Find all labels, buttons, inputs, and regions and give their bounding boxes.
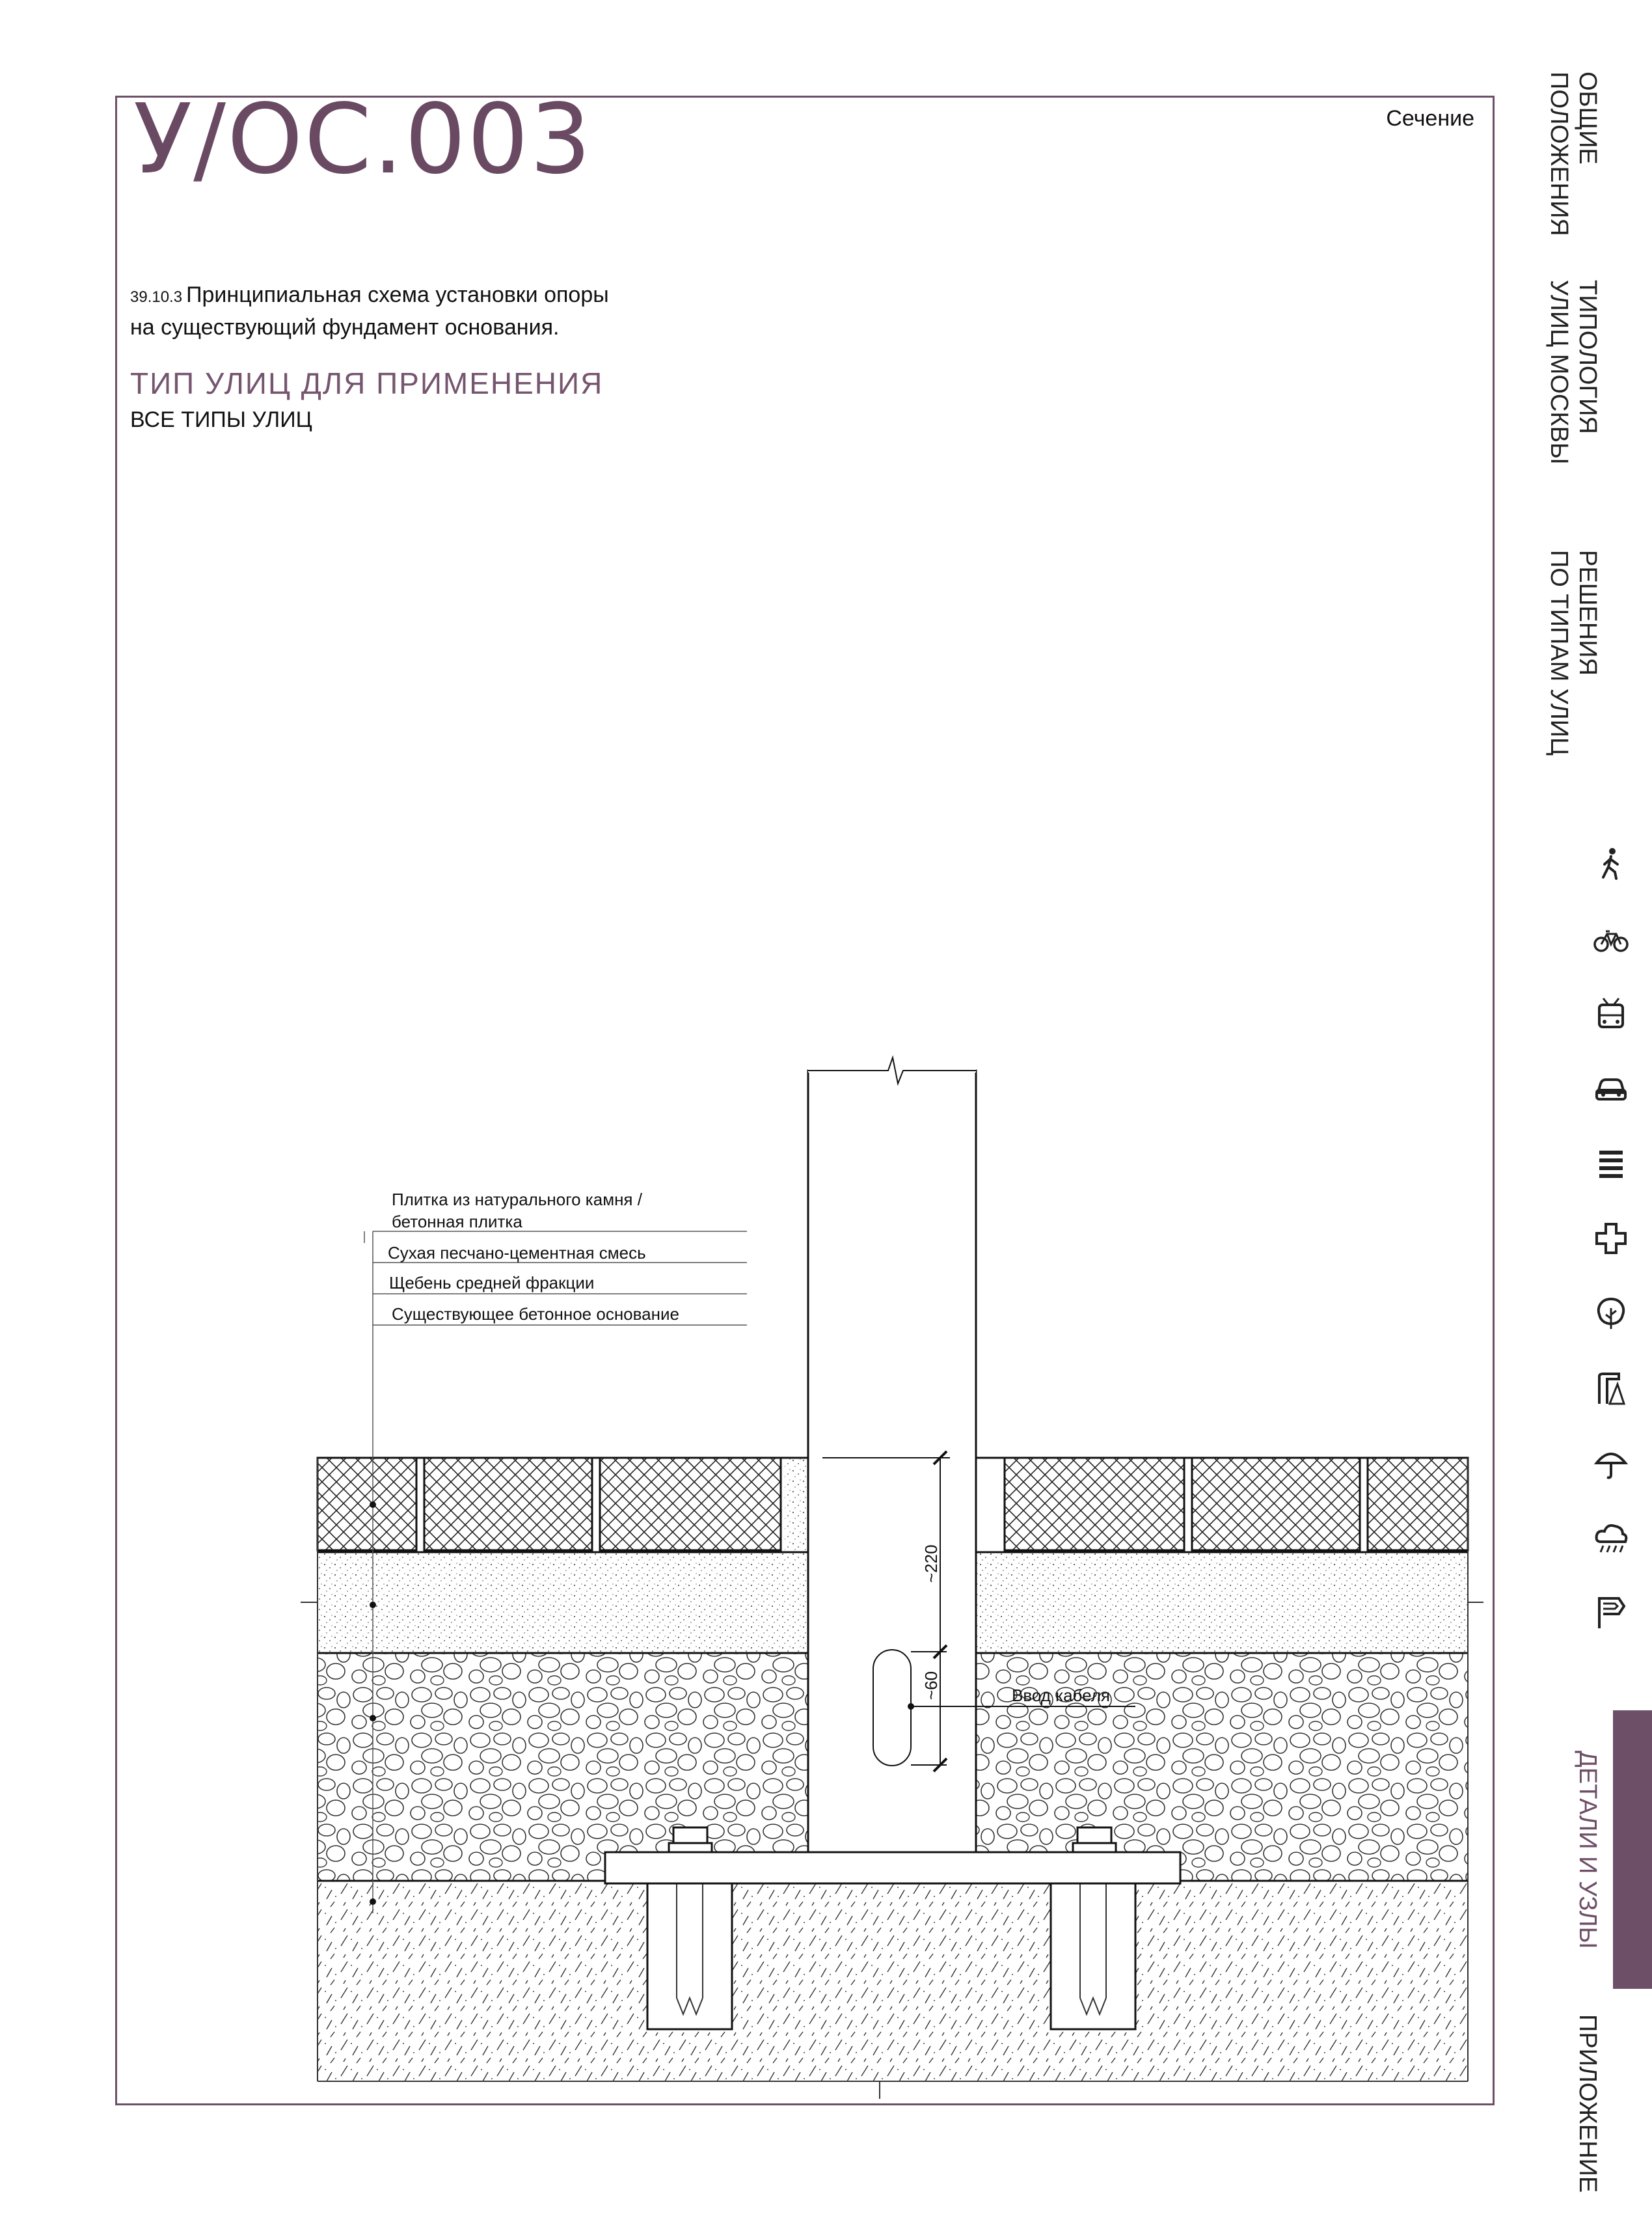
layer-label-tile-1: Плитка из натурального камня / — [392, 1190, 642, 1209]
rain-cloud-icon[interactable] — [1593, 1520, 1629, 1556]
nav-item-solutions[interactable]: РЕШЕНИЯ ПО ТИПАМ УЛИЦ — [1545, 550, 1601, 756]
bus-stop-icon[interactable] — [1593, 1370, 1629, 1406]
medical-cross-icon[interactable] — [1593, 1220, 1629, 1257]
nav-item-general[interactable]: ОБЩИЕ ПОЛОЖЕНИЯ — [1545, 72, 1601, 236]
nav-item-details[interactable]: ДЕТАЛИ И УЗЛЫ — [1574, 1751, 1601, 1949]
nav-item-typology[interactable]: ТИПОЛОГИЯ УЛИЦ МОСКВЫ — [1545, 280, 1601, 465]
view-label: Сечение — [1386, 106, 1474, 131]
caption-line2: на существующий фундамент основания. — [130, 315, 560, 340]
street-types-title: ТИП УЛИЦ ДЛЯ ПРИМЕНЕНИЯ — [130, 366, 604, 400]
car-icon[interactable] — [1593, 1071, 1629, 1107]
layer-label-concrete: Существующее бетонное основание — [392, 1304, 679, 1324]
concrete-base-layer — [318, 1881, 1468, 2081]
street-types-value: ВСЕ ТИПЫ УЛИЦ — [130, 407, 312, 432]
dimension-220: ~220 — [921, 1544, 941, 1583]
layer-label-gravel: Щебень средней фракции — [389, 1273, 595, 1292]
trolleybus-icon[interactable] — [1593, 996, 1629, 1032]
sign-icon[interactable] — [1593, 1594, 1629, 1631]
bicycle-icon[interactable] — [1593, 921, 1629, 957]
cable-opening — [873, 1650, 911, 1766]
base-plate — [605, 1852, 1180, 1883]
caption-number: 39.10.3 — [130, 288, 183, 306]
dimension-60: ~60 — [921, 1671, 941, 1700]
page-code-title: У/ОС.003 — [133, 83, 593, 195]
caption-line1: Принципиальная схема установки опоры — [186, 282, 609, 307]
nav-item-appendix[interactable]: ПРИЛОЖЕНИЕ — [1574, 2014, 1601, 2193]
tree-icon[interactable] — [1593, 1295, 1629, 1332]
layer-label-tile-2: бетонная плитка — [392, 1212, 522, 1231]
pedestrian-icon[interactable] — [1593, 846, 1629, 882]
umbrella-icon[interactable] — [1593, 1445, 1629, 1481]
crosswalk-icon[interactable] — [1593, 1145, 1629, 1182]
cable-entry-label: Ввод кабеля — [1012, 1686, 1110, 1705]
active-tab-marker — [1613, 1710, 1652, 1989]
layer-label-sand: Сухая песчано-цементная смесь — [388, 1243, 646, 1263]
